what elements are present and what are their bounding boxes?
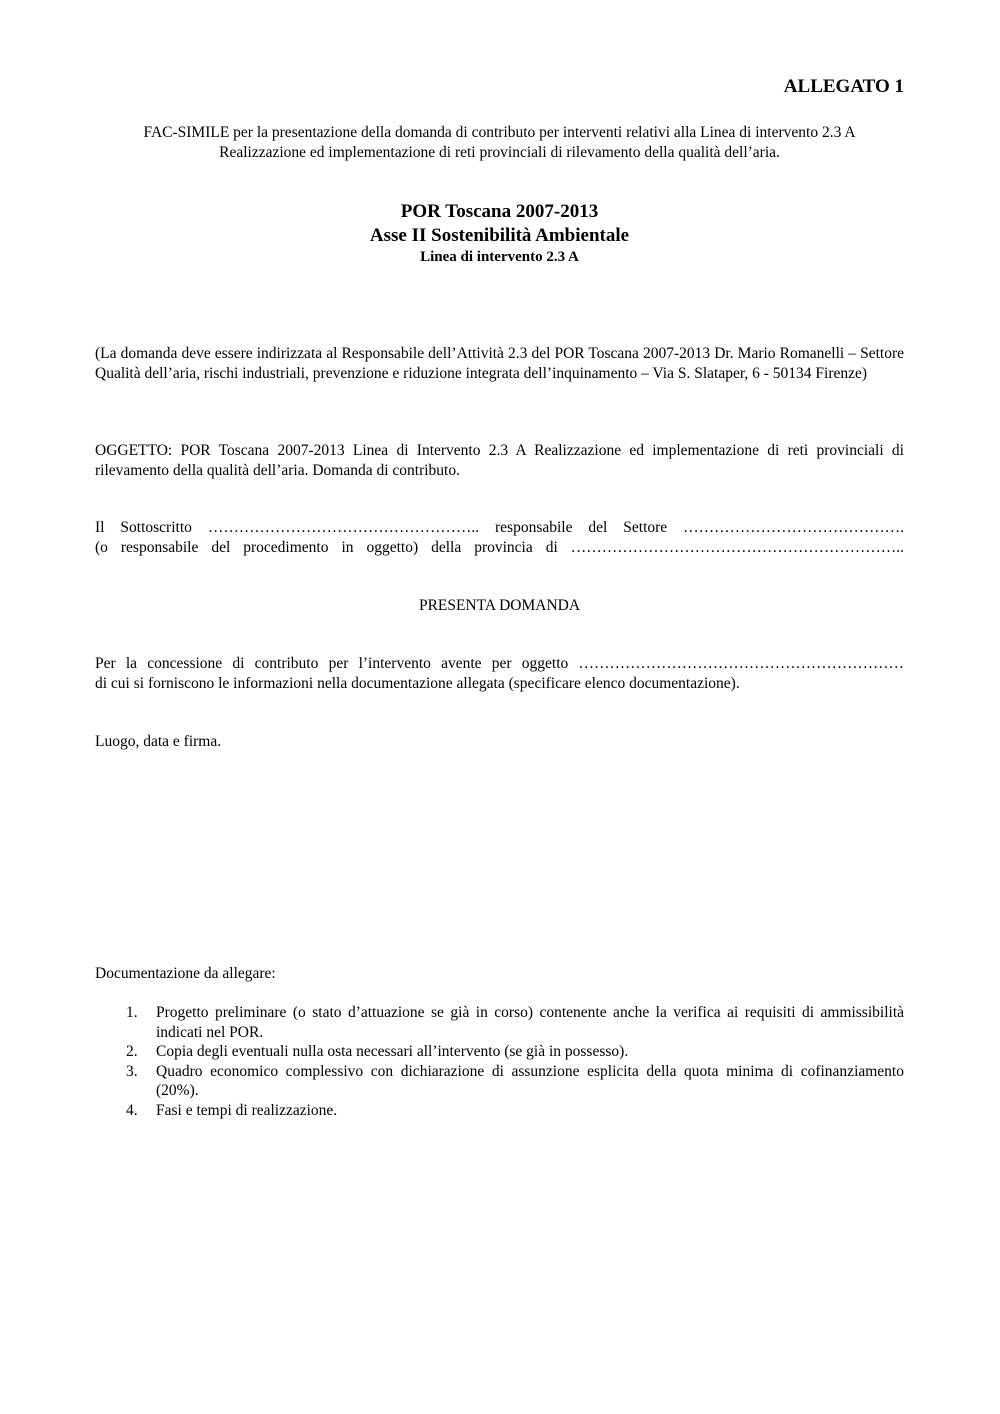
program-title: POR Toscana 2007-2013 <box>400 201 599 222</box>
attachments-list <box>95 1003 904 1120</box>
list-item <box>95 1003 904 1042</box>
list-item <box>95 1042 904 1062</box>
request-line-1: Per la concessione di contributo per l’intervento avente per oggetto ……………………………………………………… <box>95 655 904 672</box>
list-item-number: 3. <box>126 1062 138 1080</box>
list-item <box>95 1101 904 1121</box>
list-item-text: Quadro economico complessivo con dichiarazione di assunzione esplicita della quota minima di cofinanziamento (20%). <box>156 1062 904 1099</box>
place-date-signature: Luogo, data e firma. <box>95 733 222 750</box>
facsimile-line-1: FAC-SIMILE per la presentazione della domanda di contributo per interventi relativi alla Linea di intervento 2.3 A <box>143 124 856 141</box>
intervention-line-title: Linea di intervento 2.3 A <box>420 249 579 265</box>
request-line-2: di cui si forniscono le informazioni nella documentazione allegata (specificare elenco documentazione). <box>95 674 740 692</box>
document-title <box>95 200 904 267</box>
list-item-text: Progetto preliminare (o stato d’attuazione se già in corso) contenente anche la verifica ai requisiti di ammissibilità indicati nel POR. <box>156 1004 904 1041</box>
axis-title: Asse II Sostenibilità Ambientale <box>369 225 630 246</box>
signatory-block <box>95 518 904 557</box>
attachments-list-wrapper <box>95 1003 904 1120</box>
list-item-number: 1. <box>126 1004 138 1021</box>
request-block <box>95 654 904 693</box>
list-item-text: Fasi e tempi di realizzazione. <box>156 1101 338 1119</box>
signatory-line-2: (o responsabile del procedimento in oggetto) della provincia di ……………………………………………………….. <box>95 538 904 556</box>
list-item-number: 4. <box>126 1101 138 1119</box>
facsimile-intro <box>95 123 904 162</box>
list-item-text: Copia degli eventuali nulla osta necessari all’intervento (se già in possesso). <box>156 1043 629 1060</box>
address-note: (La domanda deve essere indirizzata al Responsabile dell’Attività 2.3 del POR Toscana 2007-2013 Dr. Mario Romanelli – Settore Qualità dell’aria, rischi industriali, prevenzione e riduzione integrata dell’inquinamento – Via S. Slataper, 6 - 50134 Firenze) <box>95 345 904 382</box>
attachments-heading: Documentazione da allegare: <box>95 965 276 982</box>
signatory-line-1: Il Sottoscritto …………………………………………….. responsabile del Settore ……………………………………. <box>95 519 904 536</box>
request-heading: PRESENTA DOMANDA <box>418 597 581 614</box>
list-item <box>95 1062 904 1101</box>
list-item-number: 2. <box>126 1043 138 1060</box>
facsimile-line-2: Realizzazione ed implementazione di reti provinciali di rilevamento della qualità dell’aria. <box>219 143 780 161</box>
annex-label: ALLEGATO 1 <box>783 76 904 97</box>
subject-paragraph: OGGETTO: POR Toscana 2007-2013 Linea di Intervento 2.3 A Realizzazione ed implementazione di reti provinciali di rilevamento della qualità dell’aria. Domanda di contributo. <box>95 442 904 479</box>
